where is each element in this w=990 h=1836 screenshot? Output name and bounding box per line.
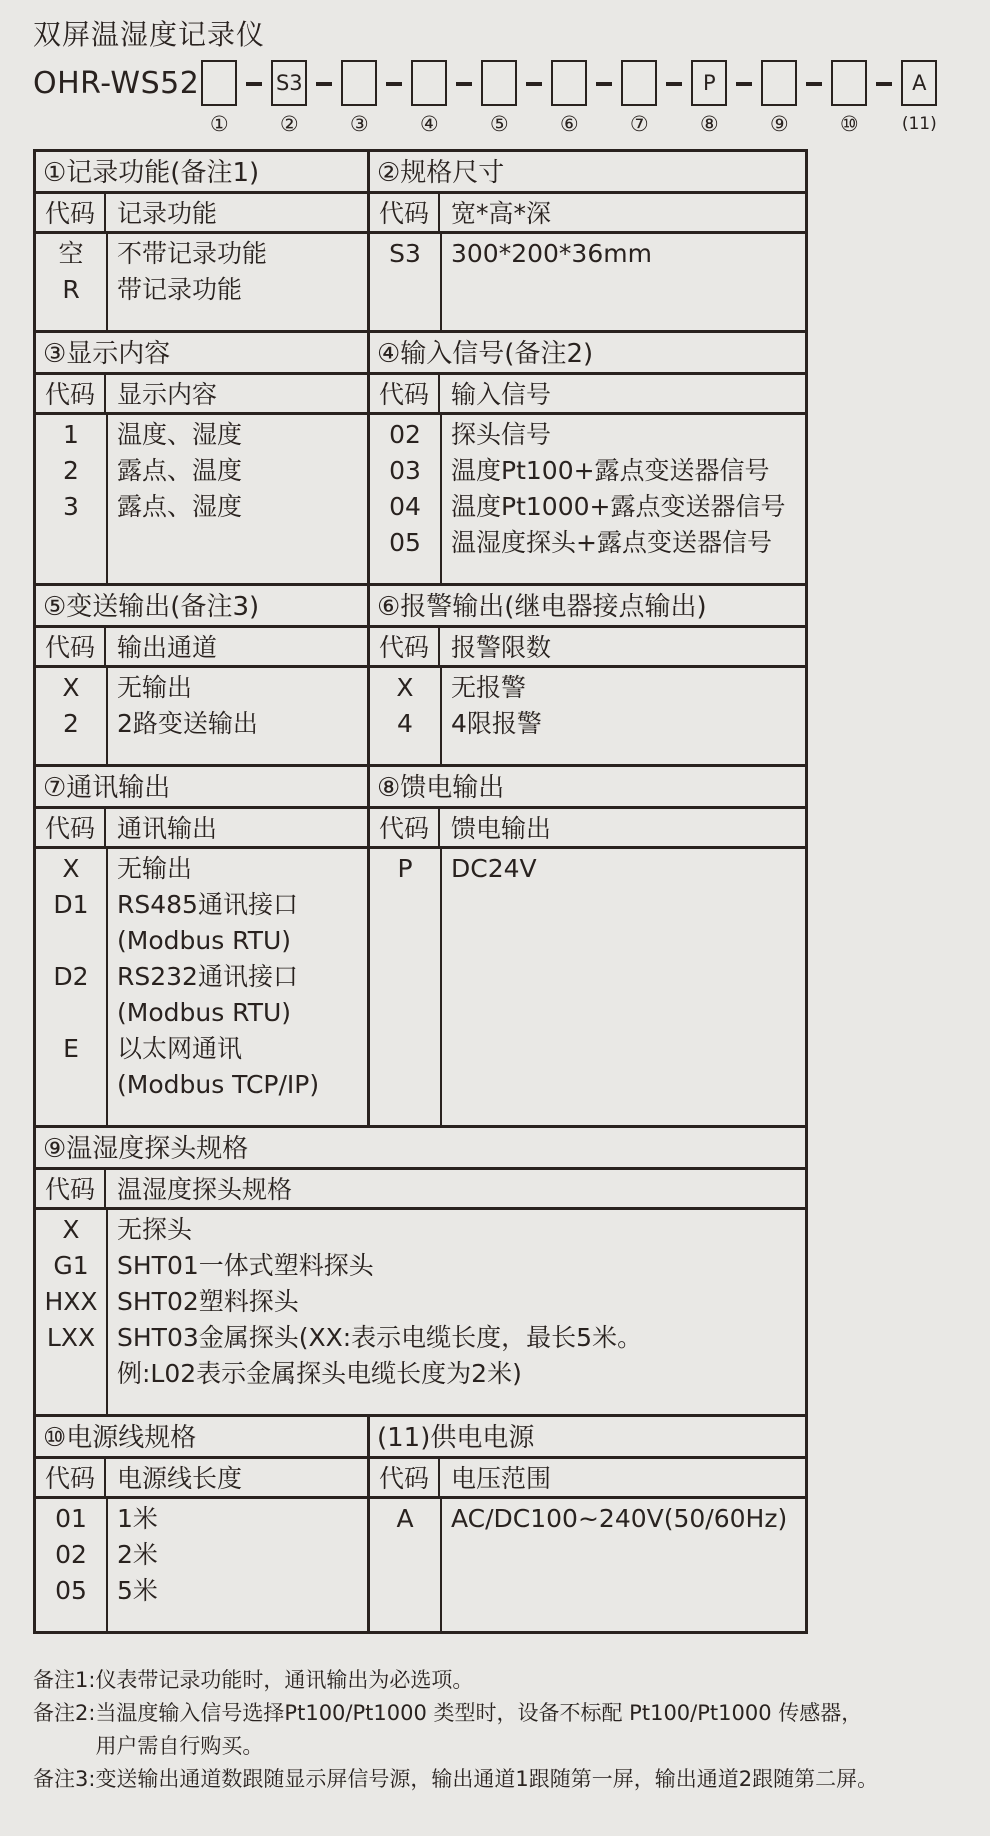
note-text-line: 变送输出通道数跟随显示屏信号源，输出通道1跟随第一屏，输出通道2跟随第二屏。 (95, 1767, 879, 1791)
option-code: 空 (58, 239, 84, 268)
dash-separator (316, 60, 332, 108)
model-code-box-empty (621, 60, 657, 106)
option-description (106, 489, 367, 525)
option-description (106, 272, 367, 308)
option-code: X (62, 673, 80, 702)
model-code-box-empty (341, 60, 377, 106)
code-column-divider (440, 668, 442, 764)
note-item (33, 1763, 973, 1796)
option-rows (370, 849, 805, 1125)
column-header-row (370, 375, 805, 415)
option-description-line: 5米 (117, 1576, 158, 1605)
spec-section-half (36, 586, 367, 764)
note-label: 备注3: (33, 1767, 96, 1791)
option-description (106, 887, 367, 959)
option-row (370, 525, 805, 561)
model-code-box-empty (411, 60, 447, 106)
value-column-header: 电压范围 (451, 1464, 552, 1493)
option-description-line: SHT02塑料探头 (117, 1287, 299, 1316)
section-title: ④输入信号(备注2) (370, 333, 805, 375)
option-code: D2 (53, 962, 89, 991)
option-description-line: 温度、湿度 (117, 420, 243, 449)
option-row (36, 453, 367, 489)
option-description-line: 露点、湿度 (117, 492, 243, 521)
option-rows (370, 234, 805, 330)
option-description-line: (Modbus TCP/IP) (117, 1070, 320, 1099)
option-description (106, 417, 367, 453)
code-column-header: 代码 (36, 194, 106, 231)
model-code-box-empty (831, 60, 867, 106)
option-rows (36, 1210, 805, 1414)
option-rows (370, 668, 805, 764)
option-code: P (397, 854, 413, 883)
option-row (36, 417, 367, 453)
option-description-line: 温度Pt1000+露点变送器信号 (451, 492, 786, 521)
section-title: ⑤变送输出(备注3) (36, 586, 367, 628)
option-code: 2 (63, 456, 79, 485)
option-description (440, 706, 805, 742)
note-text (95, 1763, 973, 1796)
option-description (440, 1501, 805, 1537)
model-code-box-empty (761, 60, 797, 106)
section-title: ⑧馈电输出 (370, 767, 805, 809)
option-code: LXX (46, 1323, 96, 1352)
option-row (36, 236, 367, 272)
column-header-row (36, 375, 367, 415)
option-row (36, 1031, 367, 1103)
section-title: ②规格尺寸 (370, 152, 805, 194)
option-code: HXX (44, 1287, 98, 1316)
model-position (759, 60, 799, 137)
code-column-divider (440, 415, 442, 583)
dash-bar (876, 82, 892, 86)
code-column-header: 代码 (36, 375, 106, 412)
section-title: ⑥报警输出(继电器接点输出) (370, 586, 805, 628)
option-code: 05 (389, 528, 421, 557)
spec-section-half (36, 1417, 367, 1631)
model-position (339, 60, 379, 137)
position-number-label: ⑤ (489, 112, 509, 136)
dash-separator (806, 60, 822, 108)
option-description (106, 1248, 805, 1284)
option-code: 04 (389, 492, 421, 521)
code-column-divider (106, 234, 108, 330)
dash-separator (526, 60, 542, 108)
code-column-header: 代码 (36, 628, 106, 665)
code-column-divider (440, 849, 442, 1125)
option-code: X (62, 1215, 80, 1244)
option-description (106, 851, 367, 887)
code-column-header: 代码 (370, 628, 440, 665)
option-description (106, 1537, 367, 1573)
model-position (479, 60, 519, 137)
option-code: 02 (55, 1540, 87, 1569)
option-description (440, 489, 805, 525)
option-row (36, 1501, 367, 1537)
position-number-label: ⑩ (839, 112, 859, 136)
option-description (106, 1501, 367, 1537)
option-code: 4 (397, 709, 413, 738)
code-column-header: 代码 (370, 809, 440, 846)
option-description (106, 670, 367, 706)
option-description-line: 无输出 (117, 673, 193, 702)
value-column-header: 馈电输出 (451, 814, 552, 843)
option-rows (36, 668, 367, 764)
column-header-row (370, 628, 805, 668)
model-code-box-empty (201, 60, 237, 106)
column-header-row (36, 194, 367, 234)
dash-separator (456, 60, 472, 108)
note-text-line: 当温度输入信号选择Pt100/Pt1000 类型时，设备不标配 Pt100/Pt1000 传感器， (95, 1701, 863, 1725)
spec-section-half (36, 1128, 805, 1414)
option-description (106, 1573, 367, 1609)
value-column-header: 通讯输出 (117, 814, 218, 843)
value-column-header: 温湿度探头规格 (117, 1175, 293, 1204)
position-number-label: ⑧ (699, 112, 719, 136)
model-position (549, 60, 589, 137)
option-code: 2 (63, 709, 79, 738)
value-column-header: 宽*高*深 (451, 199, 552, 228)
option-row (36, 1248, 805, 1284)
model-code-box: A (901, 60, 937, 106)
dash-bar (526, 82, 542, 86)
option-description (106, 959, 367, 1031)
option-code: 3 (63, 492, 79, 521)
option-row (370, 670, 805, 706)
option-row (36, 670, 367, 706)
value-column-header: 报警限数 (451, 633, 552, 662)
option-code: G1 (53, 1251, 89, 1280)
option-description-line: DC24V (451, 854, 537, 883)
option-description-line: SHT01一体式塑料探头 (117, 1251, 374, 1280)
model-code-box: S3 (271, 60, 307, 106)
spec-section-half (367, 767, 805, 1125)
column-header-row (36, 1170, 805, 1210)
code-column-header: 代码 (36, 1170, 106, 1207)
option-row (36, 706, 367, 742)
spec-section (36, 1414, 805, 1631)
option-row (36, 851, 367, 887)
code-column-divider (106, 668, 108, 764)
model-position (409, 60, 449, 137)
option-description-line: 无报警 (451, 673, 527, 702)
code-column-header: 代码 (36, 809, 106, 846)
spec-section (36, 152, 805, 330)
model-position (689, 60, 729, 137)
option-row (36, 1537, 367, 1573)
spec-section-half (367, 1417, 805, 1631)
option-code: X (396, 673, 414, 702)
column-header-row (370, 1459, 805, 1499)
option-row (370, 1501, 805, 1537)
section-title: (11)供电电源 (370, 1417, 805, 1459)
option-description-line: (Modbus RTU) (117, 926, 292, 955)
dash-bar (386, 82, 402, 86)
position-number-label: ⑦ (629, 112, 649, 136)
model-code-line (33, 60, 990, 137)
option-description (106, 236, 367, 272)
option-description-line: (Modbus RTU) (117, 998, 292, 1027)
option-code: 05 (55, 1576, 87, 1605)
section-title: ③显示内容 (36, 333, 367, 375)
option-row (370, 851, 805, 887)
option-description-line: 温湿度探头+露点变送器信号 (451, 528, 772, 557)
value-column-header: 输入信号 (451, 380, 552, 409)
option-code: E (63, 1034, 79, 1063)
code-column-header: 代码 (36, 1459, 106, 1496)
option-description-line: 300*200*36mm (451, 239, 652, 268)
dash-bar (246, 82, 262, 86)
footnotes (33, 1664, 973, 1796)
column-header-row (36, 1459, 367, 1499)
dash-separator (596, 60, 612, 108)
value-column-header: 记录功能 (117, 199, 218, 228)
note-text (95, 1664, 973, 1697)
section-title: ⑩电源线规格 (36, 1417, 367, 1459)
option-description-line: AC/DC100~240V(50/60Hz) (451, 1504, 788, 1533)
section-title: ⑨温湿度探头规格 (36, 1128, 805, 1170)
option-row (36, 272, 367, 308)
code-column-divider (106, 1499, 108, 1631)
dash-bar (456, 82, 472, 86)
code-column-divider (106, 1210, 108, 1414)
dash-separator (386, 60, 402, 108)
spec-section (36, 1125, 805, 1414)
option-description-line: 4限报警 (451, 709, 542, 738)
position-number-label: ① (209, 112, 229, 136)
code-column-header: 代码 (370, 375, 440, 412)
column-header-row (370, 809, 805, 849)
option-description-line: 探头信号 (451, 420, 552, 449)
note-text-line: 仪表带记录功能时，通讯输出为必选项。 (95, 1668, 474, 1692)
option-description-line: 露点、温度 (117, 456, 243, 485)
position-number-label: (11) (901, 114, 937, 134)
option-description-line: 温度Pt100+露点变送器信号 (451, 456, 770, 485)
model-code-box: P (691, 60, 727, 106)
option-code: X (62, 854, 80, 883)
option-description (440, 670, 805, 706)
position-number-label: ② (279, 112, 299, 136)
value-column-header: 电源线长度 (117, 1464, 243, 1493)
value-column-header: 输出通道 (117, 633, 218, 662)
spec-section-half (367, 152, 805, 330)
position-number-label: ④ (419, 112, 439, 136)
option-code: 03 (389, 456, 421, 485)
option-code: D1 (53, 890, 89, 919)
option-rows (36, 234, 367, 330)
spec-section (36, 764, 805, 1125)
option-code: S3 (389, 239, 421, 268)
option-rows (36, 415, 367, 583)
option-description-line: SHT03金属探头(XX:表示电缆长度，最长5米。 (117, 1323, 643, 1352)
option-row (36, 1320, 805, 1392)
code-column-divider (440, 1499, 442, 1631)
option-row (370, 489, 805, 525)
option-code: 02 (389, 420, 421, 449)
option-row (36, 1284, 805, 1320)
note-text (95, 1697, 973, 1763)
option-description-line: 无探头 (117, 1215, 193, 1244)
ordering-spec-table (33, 149, 808, 1634)
value-column-header: 显示内容 (117, 380, 218, 409)
option-description-line: 无输出 (117, 854, 193, 883)
code-column-header: 代码 (370, 194, 440, 231)
option-row (36, 489, 367, 525)
option-code: R (62, 275, 80, 304)
dash-bar (736, 82, 752, 86)
page-title: 双屏温湿度记录仪 (33, 18, 266, 51)
option-row (370, 453, 805, 489)
option-rows (370, 415, 805, 583)
model-code-box-empty (551, 60, 587, 106)
model-position (619, 60, 659, 137)
option-description (106, 1212, 805, 1248)
option-description (440, 236, 805, 272)
column-header-row (370, 194, 805, 234)
note-item (33, 1697, 973, 1763)
option-rows (36, 849, 367, 1125)
option-row (370, 417, 805, 453)
spec-section (36, 330, 805, 583)
spec-section-half (367, 333, 805, 583)
option-description (106, 706, 367, 742)
model-prefix: OHR-WS52 (33, 66, 200, 101)
option-description (440, 851, 805, 887)
option-description-line: 以太网通讯 (117, 1034, 243, 1063)
option-row (370, 706, 805, 742)
option-code: 1 (63, 420, 79, 449)
option-description (106, 1284, 805, 1320)
spec-section-half (36, 152, 367, 330)
section-title: ①记录功能(备注1) (36, 152, 367, 194)
dash-bar (596, 82, 612, 86)
option-description-line: 1米 (117, 1504, 158, 1533)
spec-section-half (36, 767, 367, 1125)
dash-separator (666, 60, 682, 108)
code-column-divider (106, 849, 108, 1125)
dash-separator (246, 60, 262, 108)
spec-section (36, 583, 805, 764)
dash-bar (316, 82, 332, 86)
option-description (106, 1031, 367, 1103)
column-header-row (36, 809, 367, 849)
option-code: 01 (55, 1504, 87, 1533)
option-code: A (396, 1504, 414, 1533)
section-title: ⑦通讯输出 (36, 767, 367, 809)
option-description-line: 不带记录功能 (117, 239, 268, 268)
dash-bar (666, 82, 682, 86)
option-row (36, 1573, 367, 1609)
model-position (829, 60, 869, 137)
note-label: 备注2: (33, 1701, 96, 1725)
option-row (370, 236, 805, 272)
note-label: 备注1: (33, 1668, 96, 1692)
code-column-divider (106, 415, 108, 583)
option-description-line: RS232通讯接口 (117, 962, 298, 991)
dash-bar (806, 82, 822, 86)
option-description-line: 2米 (117, 1540, 158, 1569)
option-rows (36, 1499, 367, 1631)
option-description (440, 417, 805, 453)
option-description (106, 453, 367, 489)
dash-separator (736, 60, 752, 108)
option-description (440, 453, 805, 489)
model-position (899, 60, 939, 137)
option-row (36, 1212, 805, 1248)
option-description-line: 带记录功能 (117, 275, 243, 304)
option-row (36, 959, 367, 1031)
note-item (33, 1664, 973, 1697)
dash-separator (876, 60, 892, 108)
code-column-header: 代码 (370, 1459, 440, 1496)
option-description-line: 例:L02表示金属探头电缆长度为2米) (117, 1359, 522, 1388)
position-number-label: ⑨ (769, 112, 789, 136)
column-header-row (36, 628, 367, 668)
model-position (199, 60, 239, 137)
option-row (36, 887, 367, 959)
spec-section-half (367, 586, 805, 764)
position-number-label: ③ (349, 112, 369, 136)
spec-section-half (36, 333, 367, 583)
code-column-divider (440, 234, 442, 330)
model-position (269, 60, 309, 137)
position-number-label: ⑥ (559, 112, 579, 136)
note-text-line: 用户需自行购买。 (95, 1734, 264, 1758)
option-description-line: RS485通讯接口 (117, 890, 298, 919)
option-rows (370, 1499, 805, 1631)
option-description (106, 1320, 805, 1392)
option-description-line: 2路变送输出 (117, 709, 258, 738)
option-description (440, 525, 805, 561)
model-code-box-empty (481, 60, 517, 106)
